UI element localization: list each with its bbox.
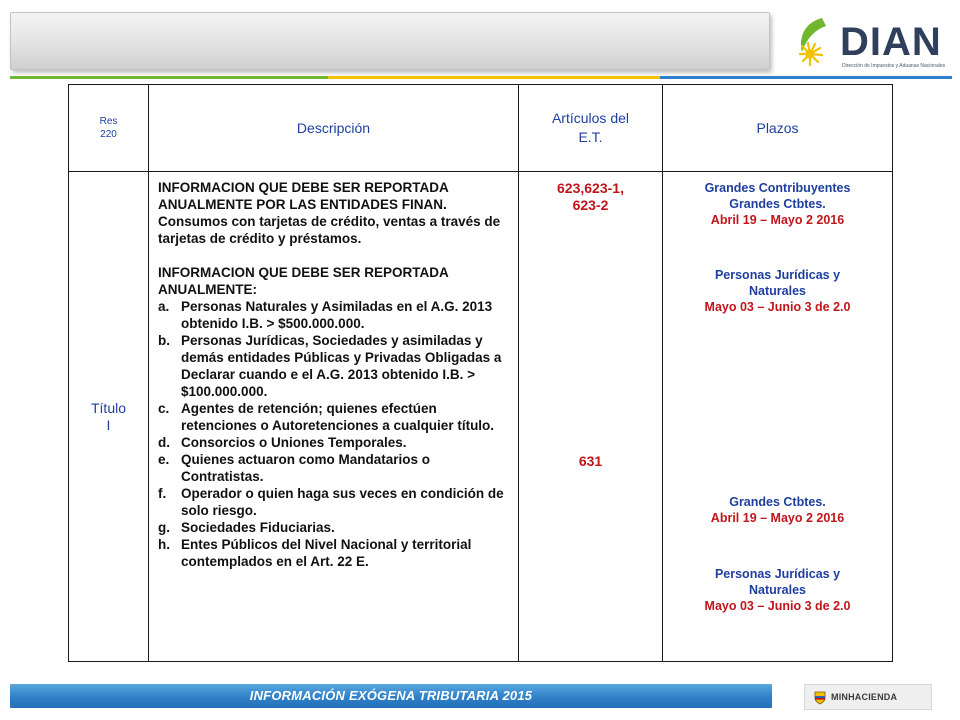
plazos-3-title: Grandes Ctbtes. [729, 495, 826, 509]
header-articulos-line1: Artículos del [551, 110, 630, 126]
minhacienda-logo [804, 684, 932, 710]
list-item [158, 451, 512, 485]
plazos-4-title-line1: Personas Jurídicas y [714, 567, 841, 581]
articulos-group-1 [519, 180, 662, 214]
dian-logo-subtitle: Dirección de Impuestos y Aduanas Nacionales [842, 63, 946, 69]
list-marker: f. [158, 486, 167, 501]
list-item [158, 298, 512, 332]
header-articulos-line2: E.T. [578, 129, 603, 145]
list-item-text: Consorcios o Uniones Temporales. [181, 435, 407, 450]
plazos-group-4 [663, 566, 892, 614]
articulos-1-line2: 623-2 [572, 197, 609, 213]
row-description-cell [149, 172, 519, 662]
header-res-line2: 220 [100, 129, 117, 140]
dian-logo [792, 14, 952, 72]
exogena-table [68, 84, 893, 662]
list-item-text: Sociedades Fiduciarias. [181, 520, 335, 535]
row-articulos-cell [519, 172, 663, 662]
plazos-2-title-line2: Naturales [749, 284, 806, 298]
header-articulos [519, 85, 663, 172]
plazos-4-dates: Mayo 03 – Junio 3 de 2.0 [704, 599, 851, 613]
accent-strip-blue [660, 76, 952, 79]
list-marker: d. [158, 435, 170, 450]
row-res-line2: I [106, 416, 111, 433]
plazos-1-dates: Abril 19 – Mayo 2 2016 [710, 213, 845, 227]
list-item-text: Entes Públicos del Nivel Nacional y territorial contemplados en el Art. 22 E. [181, 537, 472, 569]
row-res-line1: Título [90, 399, 126, 416]
list-item-text: Personas Naturales y Asimiladas en el A.G. 2013 obtenido I.B. > $500.000.000. [181, 299, 493, 331]
header-descripcion: Descripción [149, 85, 519, 172]
plazos-1-subtitle: Grandes Ctbtes. [729, 197, 826, 211]
row-res-cell [69, 172, 149, 662]
list-item [158, 485, 512, 519]
description-list [158, 298, 512, 570]
list-item [158, 332, 512, 400]
dian-emblem-icon [796, 16, 838, 68]
list-item-text: Quienes actuaron como Mandatarios o Contratistas. [181, 452, 431, 484]
accent-strip-green [10, 76, 328, 79]
list-marker: h. [158, 537, 170, 552]
list-marker: a. [158, 299, 170, 314]
row-plazos-cell [663, 172, 893, 662]
list-marker: c. [158, 401, 170, 416]
plazos-group-1 [663, 180, 892, 228]
articulos-1-line1: 623,623-1, [557, 180, 624, 196]
plazos-group-3 [663, 494, 892, 526]
list-marker: e. [158, 452, 170, 467]
list-item [158, 400, 512, 434]
description-block-1: INFORMACION QUE DEBE SER REPORTADA ANUALMENTE POR LAS ENTIDADES FINAN. Consumos con tarjetas de crédito, ventas a través de tarjetas de crédito y préstamos. [158, 180, 501, 246]
list-marker: g. [158, 520, 170, 535]
list-item [158, 434, 512, 451]
plazos-4-title-line2: Naturales [749, 583, 806, 597]
plazos-3-dates: Abril 19 – Mayo 2 2016 [710, 511, 845, 525]
articulos-group-2: 631 [578, 453, 603, 469]
header-plazos: Plazos [663, 85, 893, 172]
header-bar [10, 12, 770, 70]
list-item-text: Agentes de retención; quienes efectúen retenciones o Autoretenciones a cualquier título. [181, 401, 495, 433]
footer-bar [10, 684, 772, 708]
list-item-text: Personas Jurídicas, Sociedades y asimiladas y demás entidades Públicas y Privadas Obligadas a Declarar cuando e el A.G. 2013 obtenido I.B. > $100.000.000. [181, 333, 502, 399]
footer-title: INFORMACIÓN EXÓGENA TRIBUTARIA 2015 [249, 688, 533, 703]
table-header-row [69, 85, 893, 172]
plazos-1-title: Grandes Contribuyentes [704, 181, 851, 195]
minhacienda-label: MINHACIENDA [831, 692, 898, 702]
plazos-group-2 [663, 267, 892, 315]
table-row [69, 172, 893, 662]
header-res [69, 85, 149, 172]
plazos-2-dates: Mayo 03 – Junio 3 de 2.0 [704, 300, 851, 314]
list-marker: b. [158, 333, 170, 348]
list-item [158, 519, 512, 536]
plazos-2-title-line1: Personas Jurídicas y [714, 268, 841, 282]
list-item [158, 536, 512, 570]
description-block-2-title: INFORMACION QUE DEBE SER REPORTADA ANUALMENTE: [158, 265, 449, 297]
list-item-text: Operador o quien haga sus veces en condición de solo riesgo. [181, 486, 504, 518]
dian-logo-text: DIAN [840, 20, 942, 64]
accent-strip-yellow [328, 76, 660, 79]
colombia-crest-icon [813, 690, 827, 705]
header-res-line1: Res [99, 116, 118, 127]
